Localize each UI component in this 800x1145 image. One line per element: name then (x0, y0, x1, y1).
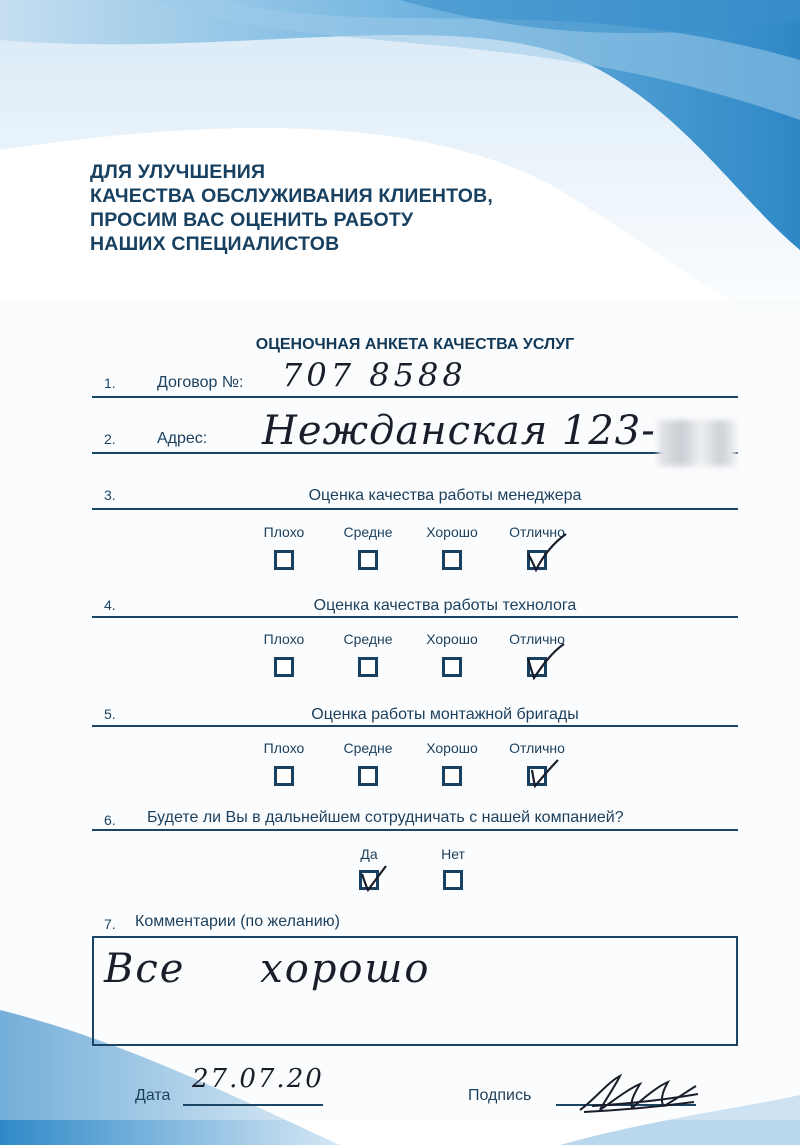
option-excellent: Отлично (509, 524, 565, 540)
checkbox-bad[interactable] (274, 766, 294, 786)
checkbox-good[interactable] (442, 657, 462, 677)
technologist-rating-label: Оценка качества работы технолога (313, 597, 577, 614)
check-mark-icon (522, 528, 572, 576)
field-underline (92, 616, 738, 618)
checkbox-average[interactable] (358, 657, 378, 677)
question-number: 5. (104, 706, 116, 722)
manager-rating-label: Оценка качества работы менеджера (308, 487, 582, 504)
date-label: Дата (135, 1087, 171, 1104)
option-average: Средне (343, 740, 393, 756)
checkbox-bad[interactable] (274, 657, 294, 677)
check-mark-icon (524, 756, 564, 792)
option-excellent: Отлично (509, 631, 565, 647)
question-number: 1. (104, 375, 116, 391)
date-underline (183, 1104, 323, 1106)
date-value[interactable]: 27.07.20 (192, 1064, 324, 1094)
check-mark-icon (520, 638, 570, 684)
field-underline (92, 508, 738, 510)
checkbox-average[interactable] (358, 766, 378, 786)
option-good: Хорошо (426, 524, 478, 540)
option-bad: Плохо (263, 740, 305, 756)
comments-value[interactable]: Все хорошо (104, 946, 431, 992)
redacted-area (658, 420, 736, 466)
option-bad: Плохо (263, 524, 305, 540)
header-text (90, 160, 690, 256)
form-title: ОЦЕНОЧНАЯ АНКЕТА КАЧЕСТВА УСЛУГ (255, 336, 575, 353)
contract-label: Договор №: (157, 374, 244, 391)
option-no: Нет (441, 846, 465, 862)
option-average: Средне (343, 631, 393, 647)
check-mark-icon (356, 862, 390, 894)
option-average: Средне (343, 524, 393, 540)
field-underline (92, 396, 738, 398)
signature-label: Подпись (468, 1087, 532, 1104)
contract-value[interactable]: 707 8588 (282, 356, 467, 394)
question-number: 4. (104, 597, 116, 613)
checkbox-bad[interactable] (274, 550, 294, 570)
question-number: 7. (104, 916, 116, 932)
field-underline (92, 829, 738, 831)
option-yes: Да (360, 846, 378, 862)
question-number: 2. (104, 431, 116, 447)
address-label: Адрес: (157, 430, 208, 447)
checkbox-good[interactable] (442, 550, 462, 570)
option-good: Хорошо (426, 740, 478, 756)
question-number: 6. (104, 812, 116, 828)
header-line: ДЛЯ УЛУЧШЕНИЯ (90, 161, 266, 183)
crew-rating-label: Оценка работы монтажной бригады (311, 706, 579, 723)
checkbox-good[interactable] (442, 766, 462, 786)
checkbox-average[interactable] (358, 550, 378, 570)
header-line: ПРОСИМ ВАС ОЦЕНИТЬ РАБОТУ (90, 209, 414, 231)
option-good: Хорошо (426, 631, 478, 647)
comments-label: Комментарии (по желанию) (135, 913, 340, 930)
field-underline (92, 725, 738, 727)
option-bad: Плохо (263, 631, 305, 647)
signature-image[interactable] (574, 1070, 704, 1118)
header-line: НАШИХ СПЕЦИАЛИСТОВ (90, 233, 340, 255)
question-number: 3. (104, 487, 116, 503)
header-line: КАЧЕСТВА ОБСЛУЖИВАНИЯ КЛИЕНТОВ, (90, 185, 494, 207)
option-excellent: Отлично (509, 740, 565, 756)
cooperation-question-label: Будете ли Вы в дальнейшем сотрудничать с нашей компанией? (147, 809, 624, 826)
address-value[interactable]: Нежданская 123- (262, 408, 656, 454)
checkbox-no[interactable] (443, 870, 463, 890)
